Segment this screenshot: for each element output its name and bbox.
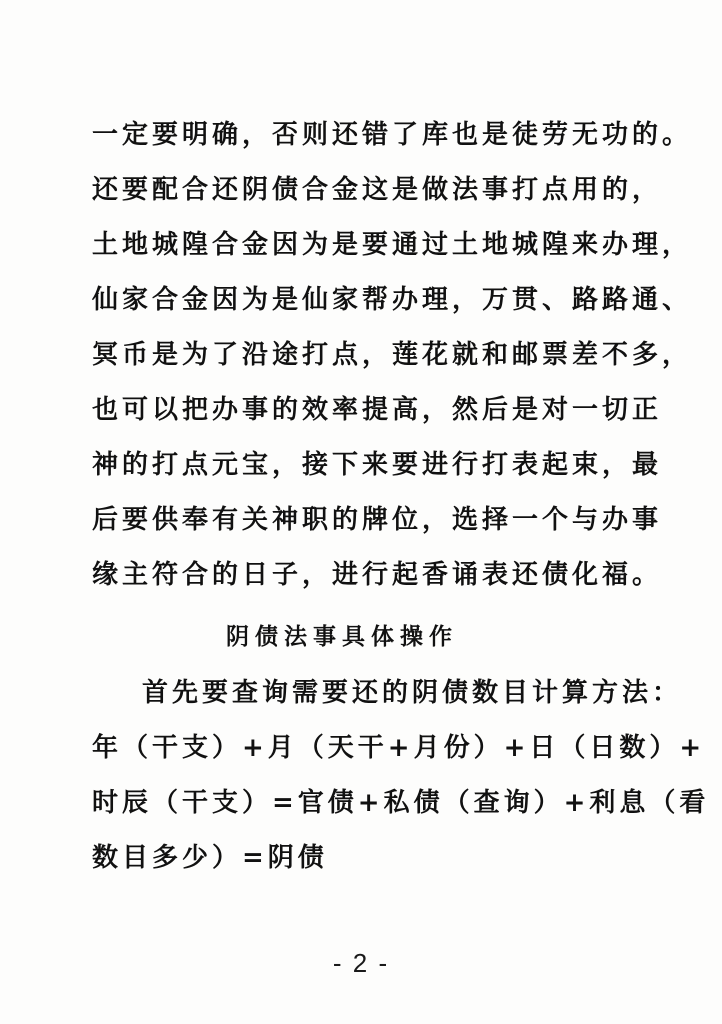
text-line: 年（干支）+月（天干+月份）+日（日数）+: [92, 733, 706, 763]
text-line: 一定要明确，否则还错了库也是徒劳无功的。: [92, 120, 693, 150]
text-line: 也可以把办事的效率提高，然后是对一切正: [92, 395, 663, 425]
method-paragraph: [92, 666, 710, 886]
page-number: - 2 -: [332, 948, 390, 978]
body-paragraph: [92, 108, 693, 603]
text-line: 土地城隍合金因为是要通过土地城隍来办理，: [92, 230, 693, 260]
text-line: 冥币是为了沿途打点，莲花就和邮票差不多，: [92, 340, 693, 370]
text-line: 还要配合还阴债合金这是做法事打点用的，: [92, 175, 663, 205]
text-line: 后要供奉有关神职的牌位，选择一个与办事: [92, 505, 663, 535]
text-line: 首先要查询需要还的阴债数目计算方法：: [142, 678, 683, 708]
section-heading: 阴债法事具体操作: [226, 623, 458, 650]
text-line: 缘主符合的日子，进行起香诵表还债化福。: [92, 560, 663, 590]
text-line: 仙家合金因为是仙家帮办理，万贯、路路通、: [92, 285, 693, 315]
text-line: 时辰（干支）=官债+私债（查询）+利息（看: [92, 788, 710, 818]
text-line: 数目多少）=阴债: [92, 843, 328, 873]
text-line: 神的打点元宝，接下来要进行打表起束，最: [92, 450, 663, 480]
